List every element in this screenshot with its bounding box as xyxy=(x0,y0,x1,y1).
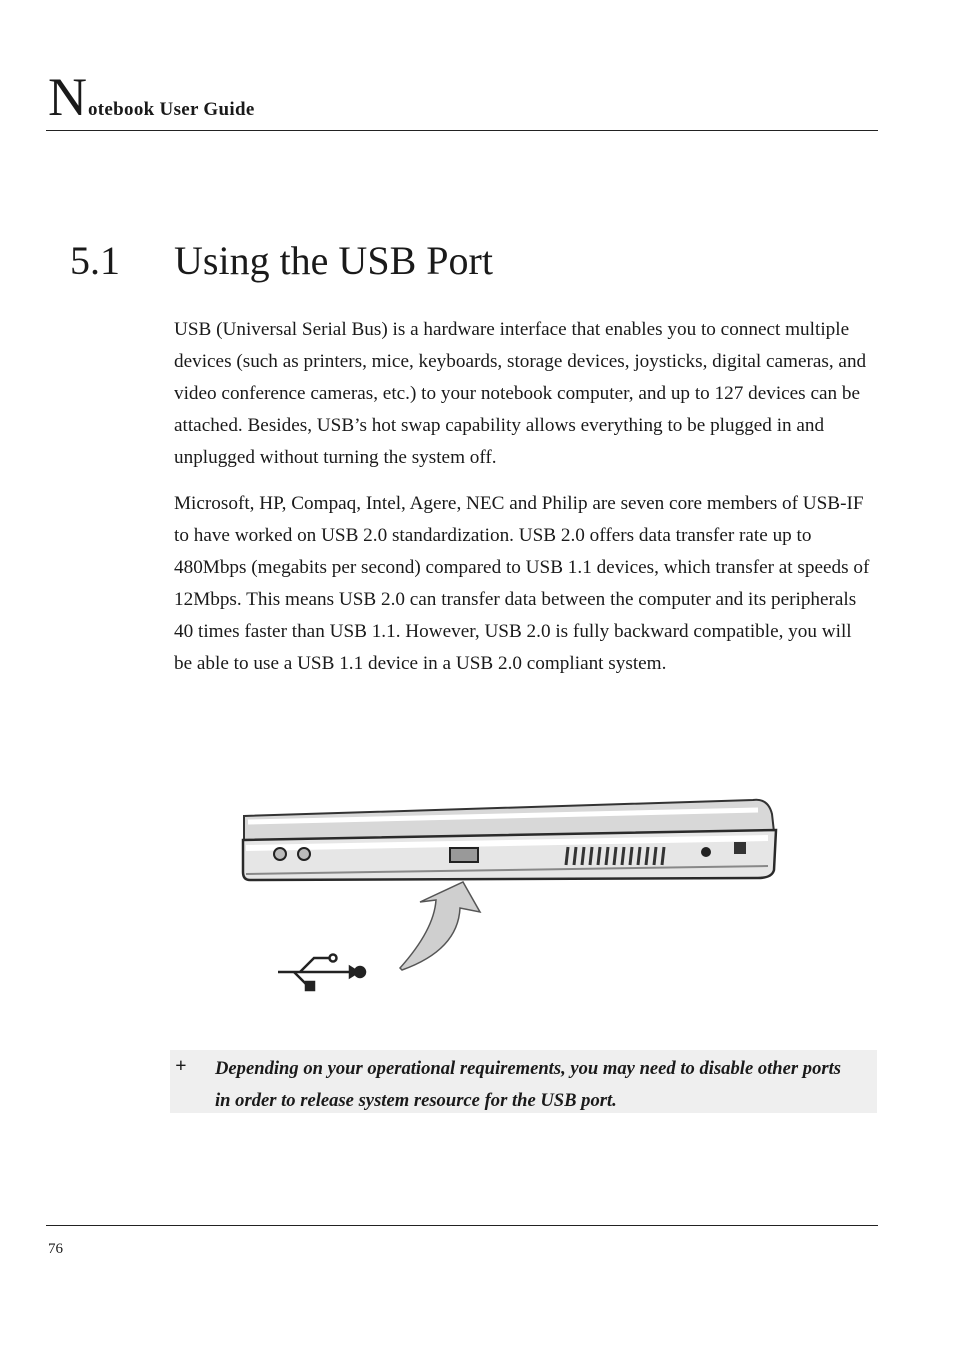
section-title: Using the USB Port xyxy=(174,238,493,283)
paragraph: USB (Universal Serial Bus) is a hardware interface that enables you to connect multiple devices (such as printers, mice, keyboards, storage devices, joysticks, digital cameras, and video conference cameras, etc.) to your notebook computer, and up to 127 devices can be attached. Besides, USB’s hot swap capability allows everything to be plugged in and unplugged without turning the system off. xyxy=(174,319,867,468)
header-rule xyxy=(46,130,878,131)
curved-arrow-icon xyxy=(400,882,480,970)
body-text xyxy=(174,314,874,694)
note-marker: + xyxy=(175,1055,187,1077)
section-heading xyxy=(70,236,493,286)
header-title: otebook User Guide xyxy=(88,99,255,120)
header-initial: N xyxy=(48,67,87,127)
running-header xyxy=(48,67,878,127)
note-box xyxy=(170,1050,877,1113)
usb-symbol-icon xyxy=(278,955,365,991)
page-number: 76 xyxy=(48,1241,63,1257)
usb-port-figure xyxy=(238,790,783,1005)
section-number: 5.1 xyxy=(70,238,120,283)
paragraph: Microsoft, HP, Compaq, Intel, Agere, NEC and Philip are seven core members of USB-IF to have worked on USB 2.0 standardization. USB 2.0 offers data transfer rate up to 480Mbps (megabits per second) compared to USB 1.1 devices, which transfer at speeds of 12Mbps. This means USB 2.0 can transfer data between the computer and its peripherals 40 times faster than USB 1.1. However, USB 2.0 is fully backward compatible, you will be able to use a USB 1.1 device in a USB 2.0 compliant system. xyxy=(174,493,870,674)
footer-rule xyxy=(46,1225,878,1226)
note-text: Depending on your operational requirements, you may need to disable other ports in order to release system resource for the USB port. xyxy=(215,1058,842,1111)
notebook-side-view-illustration xyxy=(238,790,783,1005)
notebook-side-view-icon xyxy=(243,800,776,880)
